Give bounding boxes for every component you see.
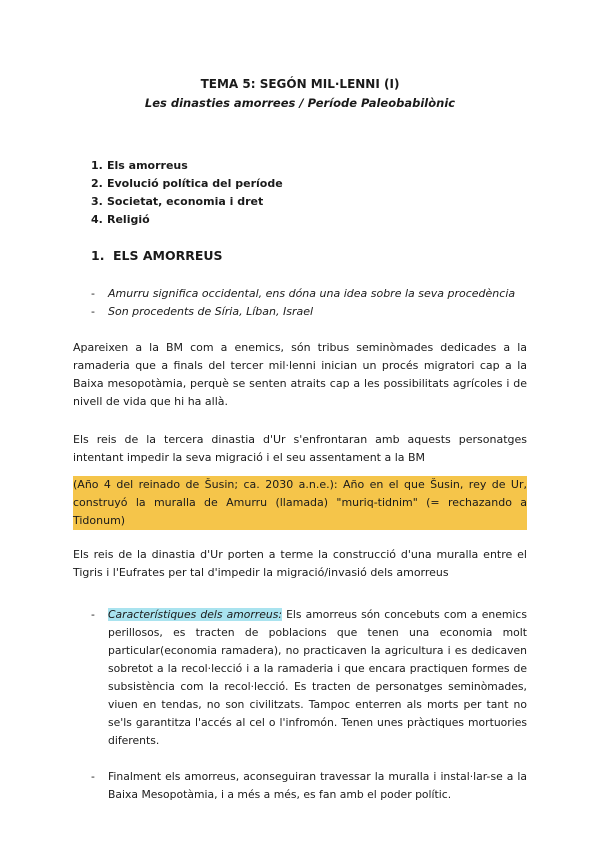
- bullet-conclusion: [91, 768, 527, 804]
- section-number: 1.: [91, 248, 105, 263]
- toc-item-number: 3.: [91, 195, 103, 208]
- characteristics-list: [91, 606, 527, 804]
- toc-item-label: Evolució política del període: [107, 177, 283, 190]
- toc-item: [91, 175, 527, 193]
- toc-item-number: 2.: [91, 177, 103, 190]
- toc-item-number: 1.: [91, 159, 103, 172]
- bullet-text: Els amorreus són concebuts com a enemics perillosos, es tracten de poblacions que tenen una economia molt particular(economia ramadera), no practicaven la agricultura i es dedicaven sobretot a la recol·lecció i a la ramaderia i que encara practiquen formes de subsistència com la recol·lecció. Es tracten de personatges seminòmades, viuen en tendas, no son civilitzats. Tampoc enterren als morts per tant no se'ls garantitza l'accés al cel o l'infromón. Tenen unes pràctiques mortuories diferents.: [108, 608, 527, 747]
- document-subtitle: Les dinasties amorrees / Període Paleobabilònic: [144, 96, 456, 110]
- toc-item-label: Religió: [107, 213, 150, 226]
- section-heading: [91, 247, 527, 265]
- toc-item: [91, 211, 527, 229]
- toc-item-label: Societat, economia i dret: [107, 195, 264, 208]
- toc-item: [91, 193, 527, 211]
- paragraph-intro: Apareixen a la BM com a enemics, són tribus seminòmades dedicades a la ramaderia que a finals del tercer mil·lenni inician un procés migratori cap a la Baixa mesopotàmia, perquè se senten atraits cap a les possibilitats agrícoles i de nivell de vida que hi ha allà.: [73, 341, 527, 408]
- toc-item: [91, 157, 527, 175]
- paragraph-ur-kings: Els reis de la tercera dinastia d'Ur s'enfrontaran amb aquests personatges intentant impedir la seva migració i el seu assentament a la BM: [73, 433, 527, 464]
- intro-point: - Son procedents de Síria, Líban, Israel: [91, 303, 527, 321]
- highlighted-quote: (Año 4 del reinado de Šusin; ca. 2030 a.n.e.): Año en el que Šusin, rey de Ur, construyó la muralla de Amurru (llamada) "muriq-tidnim" (= rechazando a Tidonum): [73, 476, 527, 530]
- toc-item-label: Els amorreus: [107, 159, 188, 172]
- paragraph-wall: Els reis de la dinastia d'Ur porten a terme la construcció d'una muralla entre el Tigris i l'Eufrates per tal d'impedir la migració/invasió dels amorreus: [73, 548, 527, 579]
- bullet-text: Finalment els amorreus, aconseguiran travessar la muralla i instal·lar-se a la Baixa Mesopotàmia, i a més a més, es fan amb el poder polític.: [108, 770, 527, 801]
- table-of-contents: [91, 157, 527, 229]
- bullet-characteristics: [91, 606, 527, 750]
- intro-points: [91, 285, 527, 321]
- toc-item-number: 4.: [91, 213, 103, 226]
- section-title: ELS AMORREUS: [113, 248, 223, 263]
- document-title: TEMA 5: SEGÓN MIL·LENNI (I): [200, 77, 400, 91]
- highlighted-label: Característiques dels amorreus:: [108, 608, 282, 621]
- intro-point: - Amurru significa occidental, ens dóna una idea sobre la seva procedència: [91, 285, 527, 303]
